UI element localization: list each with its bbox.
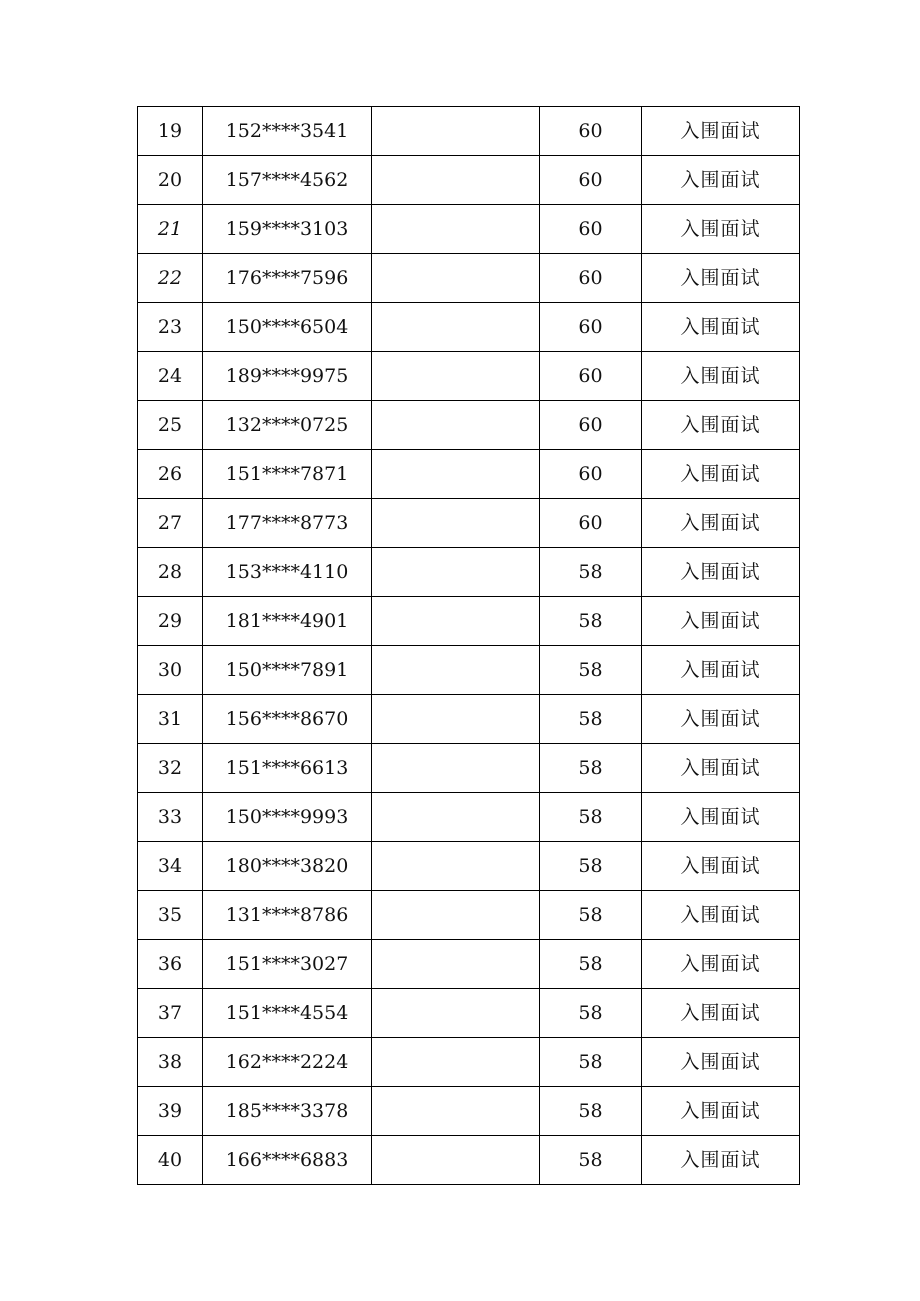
table-row <box>138 646 800 695</box>
phone-number: 176****7596 <box>203 254 372 303</box>
row-number: 19 <box>138 107 203 156</box>
row-number: 34 <box>138 842 203 891</box>
table-row <box>138 940 800 989</box>
empty-cell <box>372 450 540 499</box>
status: 入围面试 <box>642 107 800 156</box>
empty-cell <box>372 597 540 646</box>
status: 入围面试 <box>642 1087 800 1136</box>
table-row <box>138 205 800 254</box>
score: 60 <box>540 499 642 548</box>
phone-number: 132****0725 <box>203 401 372 450</box>
status: 入围面试 <box>642 156 800 205</box>
score: 60 <box>540 205 642 254</box>
table-row <box>138 107 800 156</box>
status: 入围面试 <box>642 891 800 940</box>
empty-cell <box>372 842 540 891</box>
phone-number: 151****7871 <box>203 450 372 499</box>
score: 60 <box>540 254 642 303</box>
row-number: 27 <box>138 499 203 548</box>
phone-number: 150****7891 <box>203 646 372 695</box>
candidate-table <box>137 106 800 1185</box>
empty-cell <box>372 401 540 450</box>
empty-cell <box>372 254 540 303</box>
row-number: 20 <box>138 156 203 205</box>
table-row <box>138 891 800 940</box>
status: 入围面试 <box>642 646 800 695</box>
score: 60 <box>540 352 642 401</box>
status: 入围面试 <box>642 254 800 303</box>
status: 入围面试 <box>642 499 800 548</box>
candidate-table-body <box>138 107 800 1185</box>
score: 58 <box>540 548 642 597</box>
row-number: 23 <box>138 303 203 352</box>
phone-number: 150****6504 <box>203 303 372 352</box>
row-number: 31 <box>138 695 203 744</box>
row-number: 25 <box>138 401 203 450</box>
table-row <box>138 1136 800 1185</box>
phone-number: 189****9975 <box>203 352 372 401</box>
row-number: 32 <box>138 744 203 793</box>
table-row <box>138 352 800 401</box>
table-row <box>138 254 800 303</box>
status: 入围面试 <box>642 1136 800 1185</box>
table-row <box>138 744 800 793</box>
table-row <box>138 156 800 205</box>
row-number: 37 <box>138 989 203 1038</box>
score: 60 <box>540 303 642 352</box>
status: 入围面试 <box>642 548 800 597</box>
row-number: 30 <box>138 646 203 695</box>
score: 58 <box>540 744 642 793</box>
row-number: 26 <box>138 450 203 499</box>
row-number: 40 <box>138 1136 203 1185</box>
score: 58 <box>540 842 642 891</box>
phone-number: 181****4901 <box>203 597 372 646</box>
table-row <box>138 597 800 646</box>
empty-cell <box>372 205 540 254</box>
status: 入围面试 <box>642 842 800 891</box>
status: 入围面试 <box>642 303 800 352</box>
empty-cell <box>372 303 540 352</box>
table-row <box>138 989 800 1038</box>
empty-cell <box>372 1087 540 1136</box>
score: 58 <box>540 1038 642 1087</box>
empty-cell <box>372 940 540 989</box>
row-number: 35 <box>138 891 203 940</box>
table-row <box>138 303 800 352</box>
status: 入围面试 <box>642 352 800 401</box>
score: 60 <box>540 401 642 450</box>
status: 入围面试 <box>642 793 800 842</box>
score: 58 <box>540 891 642 940</box>
table-row <box>138 548 800 597</box>
status: 入围面试 <box>642 744 800 793</box>
empty-cell <box>372 499 540 548</box>
score: 60 <box>540 450 642 499</box>
status: 入围面试 <box>642 205 800 254</box>
phone-number: 157****4562 <box>203 156 372 205</box>
score: 58 <box>540 940 642 989</box>
score: 60 <box>540 156 642 205</box>
score: 58 <box>540 695 642 744</box>
phone-number: 151****4554 <box>203 989 372 1038</box>
empty-cell <box>372 156 540 205</box>
empty-cell <box>372 793 540 842</box>
phone-number: 150****9993 <box>203 793 372 842</box>
empty-cell <box>372 646 540 695</box>
table-row <box>138 450 800 499</box>
row-number: 24 <box>138 352 203 401</box>
row-number: 39 <box>138 1087 203 1136</box>
row-number: 38 <box>138 1038 203 1087</box>
table-row <box>138 401 800 450</box>
phone-number: 153****4110 <box>203 548 372 597</box>
phone-number: 162****2224 <box>203 1038 372 1087</box>
empty-cell <box>372 744 540 793</box>
status: 入围面试 <box>642 989 800 1038</box>
score: 58 <box>540 597 642 646</box>
row-number: 21 <box>138 205 203 254</box>
empty-cell <box>372 891 540 940</box>
score: 58 <box>540 989 642 1038</box>
empty-cell <box>372 1038 540 1087</box>
phone-number: 156****8670 <box>203 695 372 744</box>
empty-cell <box>372 548 540 597</box>
phone-number: 177****8773 <box>203 499 372 548</box>
status: 入围面试 <box>642 695 800 744</box>
row-number: 33 <box>138 793 203 842</box>
status: 入围面试 <box>642 450 800 499</box>
row-number: 29 <box>138 597 203 646</box>
phone-number: 152****3541 <box>203 107 372 156</box>
status: 入围面试 <box>642 1038 800 1087</box>
phone-number: 159****3103 <box>203 205 372 254</box>
phone-number: 180****3820 <box>203 842 372 891</box>
score: 58 <box>540 646 642 695</box>
empty-cell <box>372 695 540 744</box>
table-row <box>138 1038 800 1087</box>
table-row <box>138 499 800 548</box>
row-number: 22 <box>138 254 203 303</box>
table-row <box>138 1087 800 1136</box>
score: 58 <box>540 793 642 842</box>
score: 58 <box>540 1087 642 1136</box>
score: 58 <box>540 1136 642 1185</box>
empty-cell <box>372 989 540 1038</box>
table-row <box>138 793 800 842</box>
score: 60 <box>540 107 642 156</box>
phone-number: 151****6613 <box>203 744 372 793</box>
phone-number: 151****3027 <box>203 940 372 989</box>
phone-number: 185****3378 <box>203 1087 372 1136</box>
table-row <box>138 695 800 744</box>
table-row <box>138 842 800 891</box>
row-number: 36 <box>138 940 203 989</box>
empty-cell <box>372 1136 540 1185</box>
row-number: 28 <box>138 548 203 597</box>
status: 入围面试 <box>642 597 800 646</box>
status: 入围面试 <box>642 940 800 989</box>
empty-cell <box>372 352 540 401</box>
empty-cell <box>372 107 540 156</box>
phone-number: 131****8786 <box>203 891 372 940</box>
phone-number: 166****6883 <box>203 1136 372 1185</box>
status: 入围面试 <box>642 401 800 450</box>
